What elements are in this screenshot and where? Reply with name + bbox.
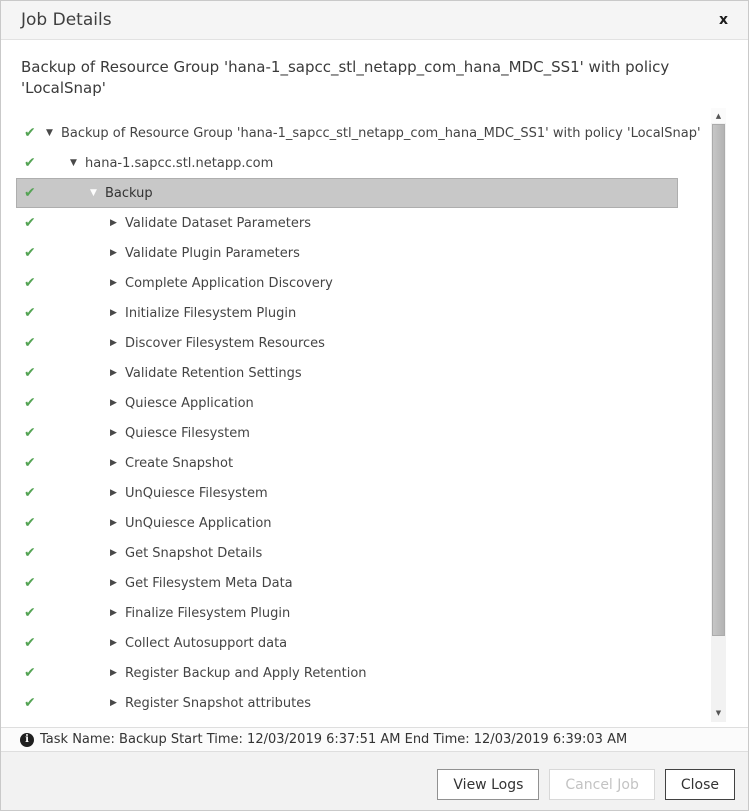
- collapse-arrow-icon[interactable]: ▶: [110, 367, 117, 378]
- dialog-title: Job Details: [21, 10, 112, 30]
- tree-row[interactable]: [16, 208, 678, 238]
- check-icon: ✔: [24, 155, 36, 171]
- check-icon: ✔: [24, 125, 36, 141]
- info-icon: i: [20, 733, 34, 747]
- tree-row[interactable]: [16, 298, 678, 328]
- scroll-up-icon[interactable]: ▲: [711, 108, 726, 123]
- close-icon[interactable]: x: [718, 12, 728, 28]
- collapse-arrow-icon[interactable]: ▶: [110, 487, 117, 498]
- collapse-arrow-icon[interactable]: ▶: [110, 217, 117, 228]
- tree-row[interactable]: [16, 358, 678, 388]
- tree-row[interactable]: [16, 658, 678, 688]
- scrollbar-thumb[interactable]: [712, 124, 725, 636]
- collapse-arrow-icon[interactable]: ▶: [110, 427, 117, 438]
- collapse-arrow-icon[interactable]: ▶: [110, 577, 117, 588]
- check-icon: ✔: [24, 455, 36, 471]
- scroll-down-icon[interactable]: ▼: [715, 708, 722, 717]
- tree-row[interactable]: [16, 598, 678, 628]
- tree-row-label: Discover Filesystem Resources: [125, 335, 325, 351]
- tree-row[interactable]: [16, 628, 678, 658]
- tree-row[interactable]: [16, 328, 678, 358]
- task-info-text: Task Name: Backup Start Time: 12/03/2019 6:37:51 AM End Time: 12/03/2019 6:39:03 AM: [40, 732, 628, 747]
- tree-row[interactable]: [16, 478, 678, 508]
- check-icon: ✔: [24, 335, 36, 351]
- check-icon: ✔: [24, 515, 36, 531]
- check-icon: ✔: [24, 605, 36, 621]
- tree-row-label: Validate Dataset Parameters: [125, 215, 311, 231]
- tree-row-label: Finalize Filesystem Plugin: [125, 605, 291, 621]
- tree-row[interactable]: [16, 268, 678, 298]
- tree-row-label: UnQuiesce Filesystem: [125, 485, 268, 501]
- check-icon: ✔: [24, 575, 36, 591]
- collapse-arrow-icon[interactable]: ▶: [110, 337, 117, 348]
- tree-row-label: Backup of Resource Group 'hana-1_sapcc_stl_netapp_com_hana_MDC_SS1' with policy 'LocalSnap': [61, 125, 701, 141]
- check-icon: ✔: [24, 695, 36, 711]
- check-icon: ✔: [24, 485, 36, 501]
- tree-row[interactable]: [16, 148, 678, 178]
- tree-row[interactable]: [16, 178, 678, 208]
- dialog-titlebar: [1, 1, 748, 40]
- tree-row-label: Initialize Filesystem Plugin: [125, 305, 297, 321]
- tree-row-label: Create Snapshot: [125, 455, 234, 471]
- task-tree: [16, 106, 734, 718]
- check-icon: ✔: [24, 665, 36, 681]
- expand-arrow-icon[interactable]: ▼: [46, 127, 53, 138]
- tree-row[interactable]: [16, 568, 678, 598]
- tree-row[interactable]: [16, 118, 701, 148]
- tree-row-label: Backup: [105, 185, 153, 201]
- job-summary-text: Backup of Resource Group 'hana-1_sapcc_stl_netapp_com_hana_MDC_SS1' with policy 'LocalSnap': [21, 58, 670, 97]
- collapse-arrow-icon[interactable]: ▶: [110, 637, 117, 648]
- tree-row-label: Register Snapshot attributes: [125, 695, 312, 711]
- expand-arrow-icon[interactable]: ▼: [70, 157, 77, 168]
- tree-row-label: UnQuiesce Application: [125, 515, 272, 531]
- check-icon: ✔: [24, 365, 36, 381]
- collapse-arrow-icon[interactable]: ▶: [110, 457, 117, 468]
- collapse-arrow-icon[interactable]: ▶: [110, 697, 117, 708]
- tree-row-label: hana-1.sapcc.stl.netapp.com: [85, 155, 274, 171]
- tree-row-label: Quiesce Filesystem: [125, 425, 250, 441]
- tree-row[interactable]: [16, 688, 678, 718]
- tree-row-label: Register Backup and Apply Retention: [125, 665, 367, 681]
- view-logs-button[interactable]: View Logs: [437, 769, 539, 800]
- check-icon: ✔: [24, 305, 36, 321]
- job-summary: [1, 40, 748, 106]
- tree-row-label: Quiesce Application: [125, 395, 254, 411]
- tree-row[interactable]: [16, 418, 678, 448]
- check-icon: ✔: [24, 245, 36, 261]
- close-button[interactable]: Close: [665, 769, 735, 800]
- collapse-arrow-icon[interactable]: ▶: [110, 667, 117, 678]
- check-icon: ✔: [24, 635, 36, 651]
- collapse-arrow-icon[interactable]: ▶: [110, 277, 117, 288]
- tree-row-label: Complete Application Discovery: [125, 275, 333, 291]
- collapse-arrow-icon[interactable]: ▶: [110, 247, 117, 258]
- check-icon: ✔: [24, 215, 36, 231]
- tree-row[interactable]: [16, 508, 678, 538]
- check-icon: ✔: [24, 185, 36, 201]
- scrollbar[interactable]: [711, 108, 726, 722]
- tree-row-label: Get Snapshot Details: [125, 545, 263, 561]
- tree-row-label: Collect Autosupport data: [125, 635, 288, 651]
- dialog-button-bar: [1, 752, 748, 810]
- check-icon: ✔: [24, 545, 36, 561]
- tree-row-label: Validate Plugin Parameters: [125, 245, 300, 261]
- collapse-arrow-icon[interactable]: ▶: [110, 607, 117, 618]
- tree-row[interactable]: [16, 388, 678, 418]
- tree-row[interactable]: [16, 448, 678, 478]
- collapse-arrow-icon[interactable]: ▶: [110, 397, 117, 408]
- collapse-arrow-icon[interactable]: ▶: [110, 307, 117, 318]
- tree-row[interactable]: [16, 238, 678, 268]
- tree-row[interactable]: [16, 538, 678, 568]
- collapse-arrow-icon[interactable]: ▶: [110, 517, 117, 528]
- task-tree-panel: [16, 106, 734, 727]
- check-icon: ✔: [24, 395, 36, 411]
- check-icon: ✔: [24, 275, 36, 291]
- collapse-arrow-icon[interactable]: ▶: [110, 547, 117, 558]
- tree-row-label: Validate Retention Settings: [125, 365, 302, 381]
- expand-arrow-icon[interactable]: ▼: [90, 187, 97, 198]
- tree-row-label: Get Filesystem Meta Data: [125, 575, 293, 591]
- task-info-bar: [1, 727, 748, 752]
- cancel-job-button: Cancel Job: [549, 769, 654, 800]
- check-icon: ✔: [24, 425, 36, 441]
